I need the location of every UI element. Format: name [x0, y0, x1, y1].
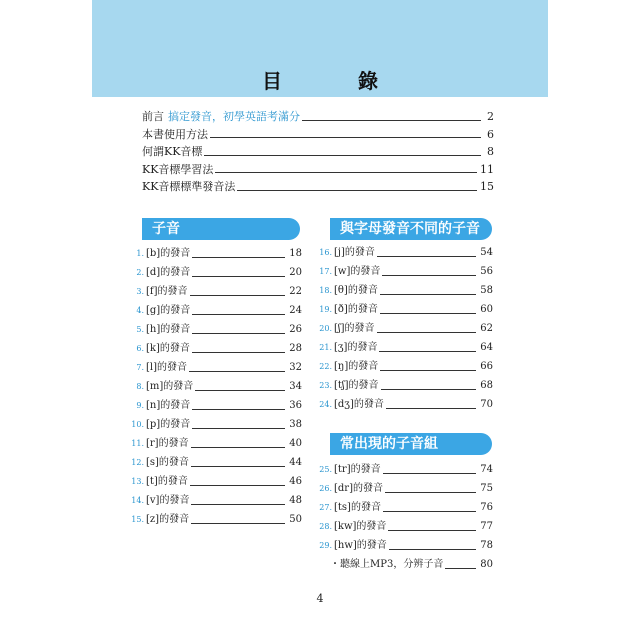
section-heading-consonants: 子音 [142, 218, 300, 240]
leader-line [192, 314, 285, 315]
entry-page: 11 [480, 162, 494, 176]
entry-label: [tr]的發音 [334, 464, 381, 475]
entry-label: 何謂KK音標 [142, 145, 203, 159]
entry-number: 23. [319, 381, 332, 390]
entry-number: 7. [136, 363, 144, 372]
leader-line [380, 294, 476, 295]
leader-line [191, 447, 286, 448]
leader-line [215, 172, 477, 173]
entry-label: [θ]的發音 [334, 285, 378, 296]
entry-number: 13. [131, 477, 144, 486]
entry-number: 12. [131, 458, 144, 467]
leader-line [383, 473, 477, 474]
leader-line [190, 295, 286, 296]
entry-page: 6 [487, 127, 494, 141]
entry-page: 64 [480, 342, 493, 353]
entry-page: 76 [480, 502, 493, 513]
leader-line [191, 466, 285, 467]
toc-entry-how-to-use[interactable] [142, 126, 494, 144]
entry-label: [f]的發音 [146, 286, 188, 297]
entry-number: 5. [136, 325, 144, 334]
entry-number: 19. [319, 305, 332, 314]
entry-number: 3. [136, 287, 144, 296]
entry-page: 70 [480, 399, 493, 410]
toc-entry[interactable] [318, 460, 493, 479]
consonants-list [130, 244, 302, 529]
entry-page: 75 [480, 483, 493, 494]
entry-page: 2 [487, 110, 494, 123]
entry-label: [p]的發音 [146, 419, 191, 430]
entry-label: [ʒ]的發音 [334, 342, 378, 353]
common-clusters-list [318, 460, 493, 555]
toc-entry[interactable] [318, 536, 493, 555]
entry-label: KK音標學習法 [142, 162, 214, 176]
toc-entry[interactable] [318, 338, 493, 357]
leader-line [383, 511, 476, 512]
entry-label: [j]的發音 [334, 247, 375, 258]
toc-entry[interactable] [318, 243, 493, 262]
leader-line [190, 485, 285, 486]
entry-page: 44 [289, 457, 302, 468]
toc-entry[interactable] [318, 319, 493, 338]
entry-label: [g]的發音 [146, 305, 191, 316]
entry-label: 前言 [142, 110, 164, 123]
toc-entry-kk-learning[interactable] [142, 161, 494, 179]
entry-number: 26. [319, 484, 332, 493]
entry-page: 62 [480, 323, 493, 334]
leader-line [237, 190, 477, 191]
toc-entry[interactable] [130, 339, 302, 358]
entry-label: [dʒ]的發音 [334, 399, 384, 410]
toc-entry[interactable] [130, 263, 302, 282]
entry-number: 14. [131, 496, 144, 505]
entry-number: 18. [319, 286, 332, 295]
toc-entry[interactable] [130, 320, 302, 339]
entry-page: 26 [289, 324, 302, 335]
entry-page: 8 [487, 145, 494, 159]
toc-entry[interactable] [130, 434, 302, 453]
entry-number: 20. [319, 324, 332, 333]
entry-label: [h]的發音 [146, 324, 191, 335]
entry-number: 24. [319, 400, 332, 409]
entry-page: 56 [480, 266, 493, 277]
entry-page: 20 [289, 267, 302, 278]
entry-label: [ŋ]的發音 [334, 361, 379, 372]
leader-line [377, 256, 476, 257]
entry-page: 46 [289, 476, 302, 487]
entry-number: 4. [136, 306, 144, 315]
toc-entry[interactable] [130, 415, 302, 434]
section-heading-common: 常出現的子音組 [330, 433, 492, 455]
entry-label: [ʃ]的發音 [334, 323, 375, 334]
entry-page: 48 [289, 495, 302, 506]
page-number: 4 [316, 592, 324, 605]
toc-entry[interactable] [130, 396, 302, 415]
leader-line [192, 409, 285, 410]
entry-page: 78 [480, 540, 493, 551]
entry-page: 34 [289, 381, 302, 392]
toc-entry[interactable] [130, 491, 302, 510]
leader-line [379, 351, 476, 352]
leader-line [195, 390, 285, 391]
entry-label: [w]的發音 [334, 266, 381, 277]
entry-label: [m]的發音 [146, 381, 194, 392]
leader-line [377, 332, 477, 333]
entry-page: 38 [289, 419, 302, 430]
entry-subtitle: 搞定發音，初學英語考滿分 [168, 110, 300, 123]
entry-number: 27. [319, 503, 332, 512]
entry-page: 15 [480, 180, 494, 194]
leader-line [382, 275, 476, 276]
entry-label: [r]的發音 [146, 438, 189, 449]
entry-number: 10. [131, 420, 144, 429]
entry-page: 36 [289, 400, 302, 411]
entry-label: [k]的發音 [146, 343, 190, 354]
toc-entry[interactable] [318, 517, 493, 536]
toc-entry[interactable] [130, 510, 302, 529]
toc-entry[interactable] [318, 300, 493, 319]
entry-number: 16. [319, 248, 332, 257]
entry-page: 40 [289, 438, 302, 449]
entry-number: 17. [319, 267, 332, 276]
entry-page: 74 [480, 464, 493, 475]
entry-number: 21. [319, 343, 332, 352]
entry-number: 8. [136, 382, 144, 391]
entry-label: [v]的發音 [146, 495, 190, 506]
entry-label: [b]的發音 [146, 248, 191, 259]
toc-entry[interactable] [130, 244, 302, 263]
entry-label: [s]的發音 [146, 457, 189, 468]
leader-line [192, 352, 285, 353]
leader-line [380, 370, 476, 371]
entry-number: 9. [136, 401, 144, 410]
toc-entry[interactable] [318, 498, 493, 517]
entry-number: 28. [319, 522, 332, 531]
entry-label: [dr]的發音 [334, 483, 383, 494]
entry-page: 80 [480, 559, 493, 570]
entry-label: [hw]的發音 [334, 540, 387, 551]
toc-entry[interactable] [318, 376, 493, 395]
page-title: 目 錄 [262, 69, 406, 93]
leader-line [445, 568, 476, 569]
toc-entry[interactable] [130, 358, 302, 377]
leader-line [204, 155, 481, 156]
entry-label: [t]的發音 [146, 476, 188, 487]
entry-number: 15. [131, 515, 144, 524]
toc-entry[interactable] [318, 262, 493, 281]
toc-entry-preface[interactable] [142, 108, 494, 126]
leader-line [381, 389, 477, 390]
bullet-label: ・聽線上MP3，分辨子音 [330, 559, 444, 570]
leader-line [388, 530, 476, 531]
toc-entry[interactable] [318, 395, 493, 414]
entry-page: 24 [289, 305, 302, 316]
entry-label: [d]的發音 [146, 267, 191, 278]
leader-line [192, 428, 285, 429]
toc-entry[interactable] [130, 301, 302, 320]
leader-line [210, 137, 481, 138]
leader-line [191, 523, 285, 524]
toc-entry-what-is-kk[interactable] [142, 143, 494, 161]
entry-label: [l]的發音 [146, 362, 188, 373]
entry-label: [ð]的發音 [334, 304, 378, 315]
entry-number: 6. [136, 344, 144, 353]
toc-entry[interactable] [318, 357, 493, 376]
entry-number: 22. [319, 362, 332, 371]
different-consonants-list [318, 243, 493, 414]
entry-label: [tʃ]的發音 [334, 380, 379, 391]
leader-line [302, 120, 481, 121]
leader-line [189, 371, 285, 372]
front-matter-list [142, 108, 494, 196]
entry-page: 77 [480, 521, 493, 532]
leader-line [380, 313, 476, 314]
entry-page: 58 [480, 285, 493, 296]
entry-number: 2. [136, 268, 144, 277]
entry-page: 66 [480, 361, 493, 372]
toc-entry[interactable] [318, 281, 493, 300]
entry-label: KK音標標準發音法 [142, 180, 236, 194]
entry-page: 28 [289, 343, 302, 354]
leader-line [389, 549, 476, 550]
entry-page: 50 [289, 514, 302, 525]
toc-entry[interactable] [130, 472, 302, 491]
entry-number: 1. [136, 249, 144, 258]
entry-label: [z]的發音 [146, 514, 190, 525]
toc-entry[interactable] [318, 479, 493, 498]
entry-number: 29. [319, 541, 332, 550]
entry-page: 32 [289, 362, 302, 373]
bullet-entry[interactable] [330, 555, 493, 574]
entry-number: 25. [319, 465, 332, 474]
section-heading-different: 與字母發音不同的子音 [330, 218, 492, 240]
toc-entry[interactable] [130, 377, 302, 396]
entry-page: 54 [480, 247, 493, 258]
toc-entry[interactable] [130, 282, 302, 301]
entry-label: 本書使用方法 [142, 127, 208, 141]
toc-entry-kk-pronunciation[interactable] [142, 178, 494, 196]
toc-entry[interactable] [130, 453, 302, 472]
leader-line [386, 408, 476, 409]
leader-line [385, 492, 476, 493]
leader-line [192, 257, 285, 258]
entry-label: [ts]的發音 [334, 502, 381, 513]
entry-page: 60 [480, 304, 493, 315]
entry-page: 22 [289, 286, 302, 297]
leader-line [192, 333, 285, 334]
entry-page: 68 [480, 380, 493, 391]
leader-line [192, 276, 285, 277]
entry-label: [n]的發音 [146, 400, 191, 411]
entry-page: 18 [289, 248, 302, 259]
entry-number: 11. [131, 439, 144, 448]
leader-line [191, 504, 285, 505]
entry-label: [kw]的發音 [334, 521, 387, 532]
